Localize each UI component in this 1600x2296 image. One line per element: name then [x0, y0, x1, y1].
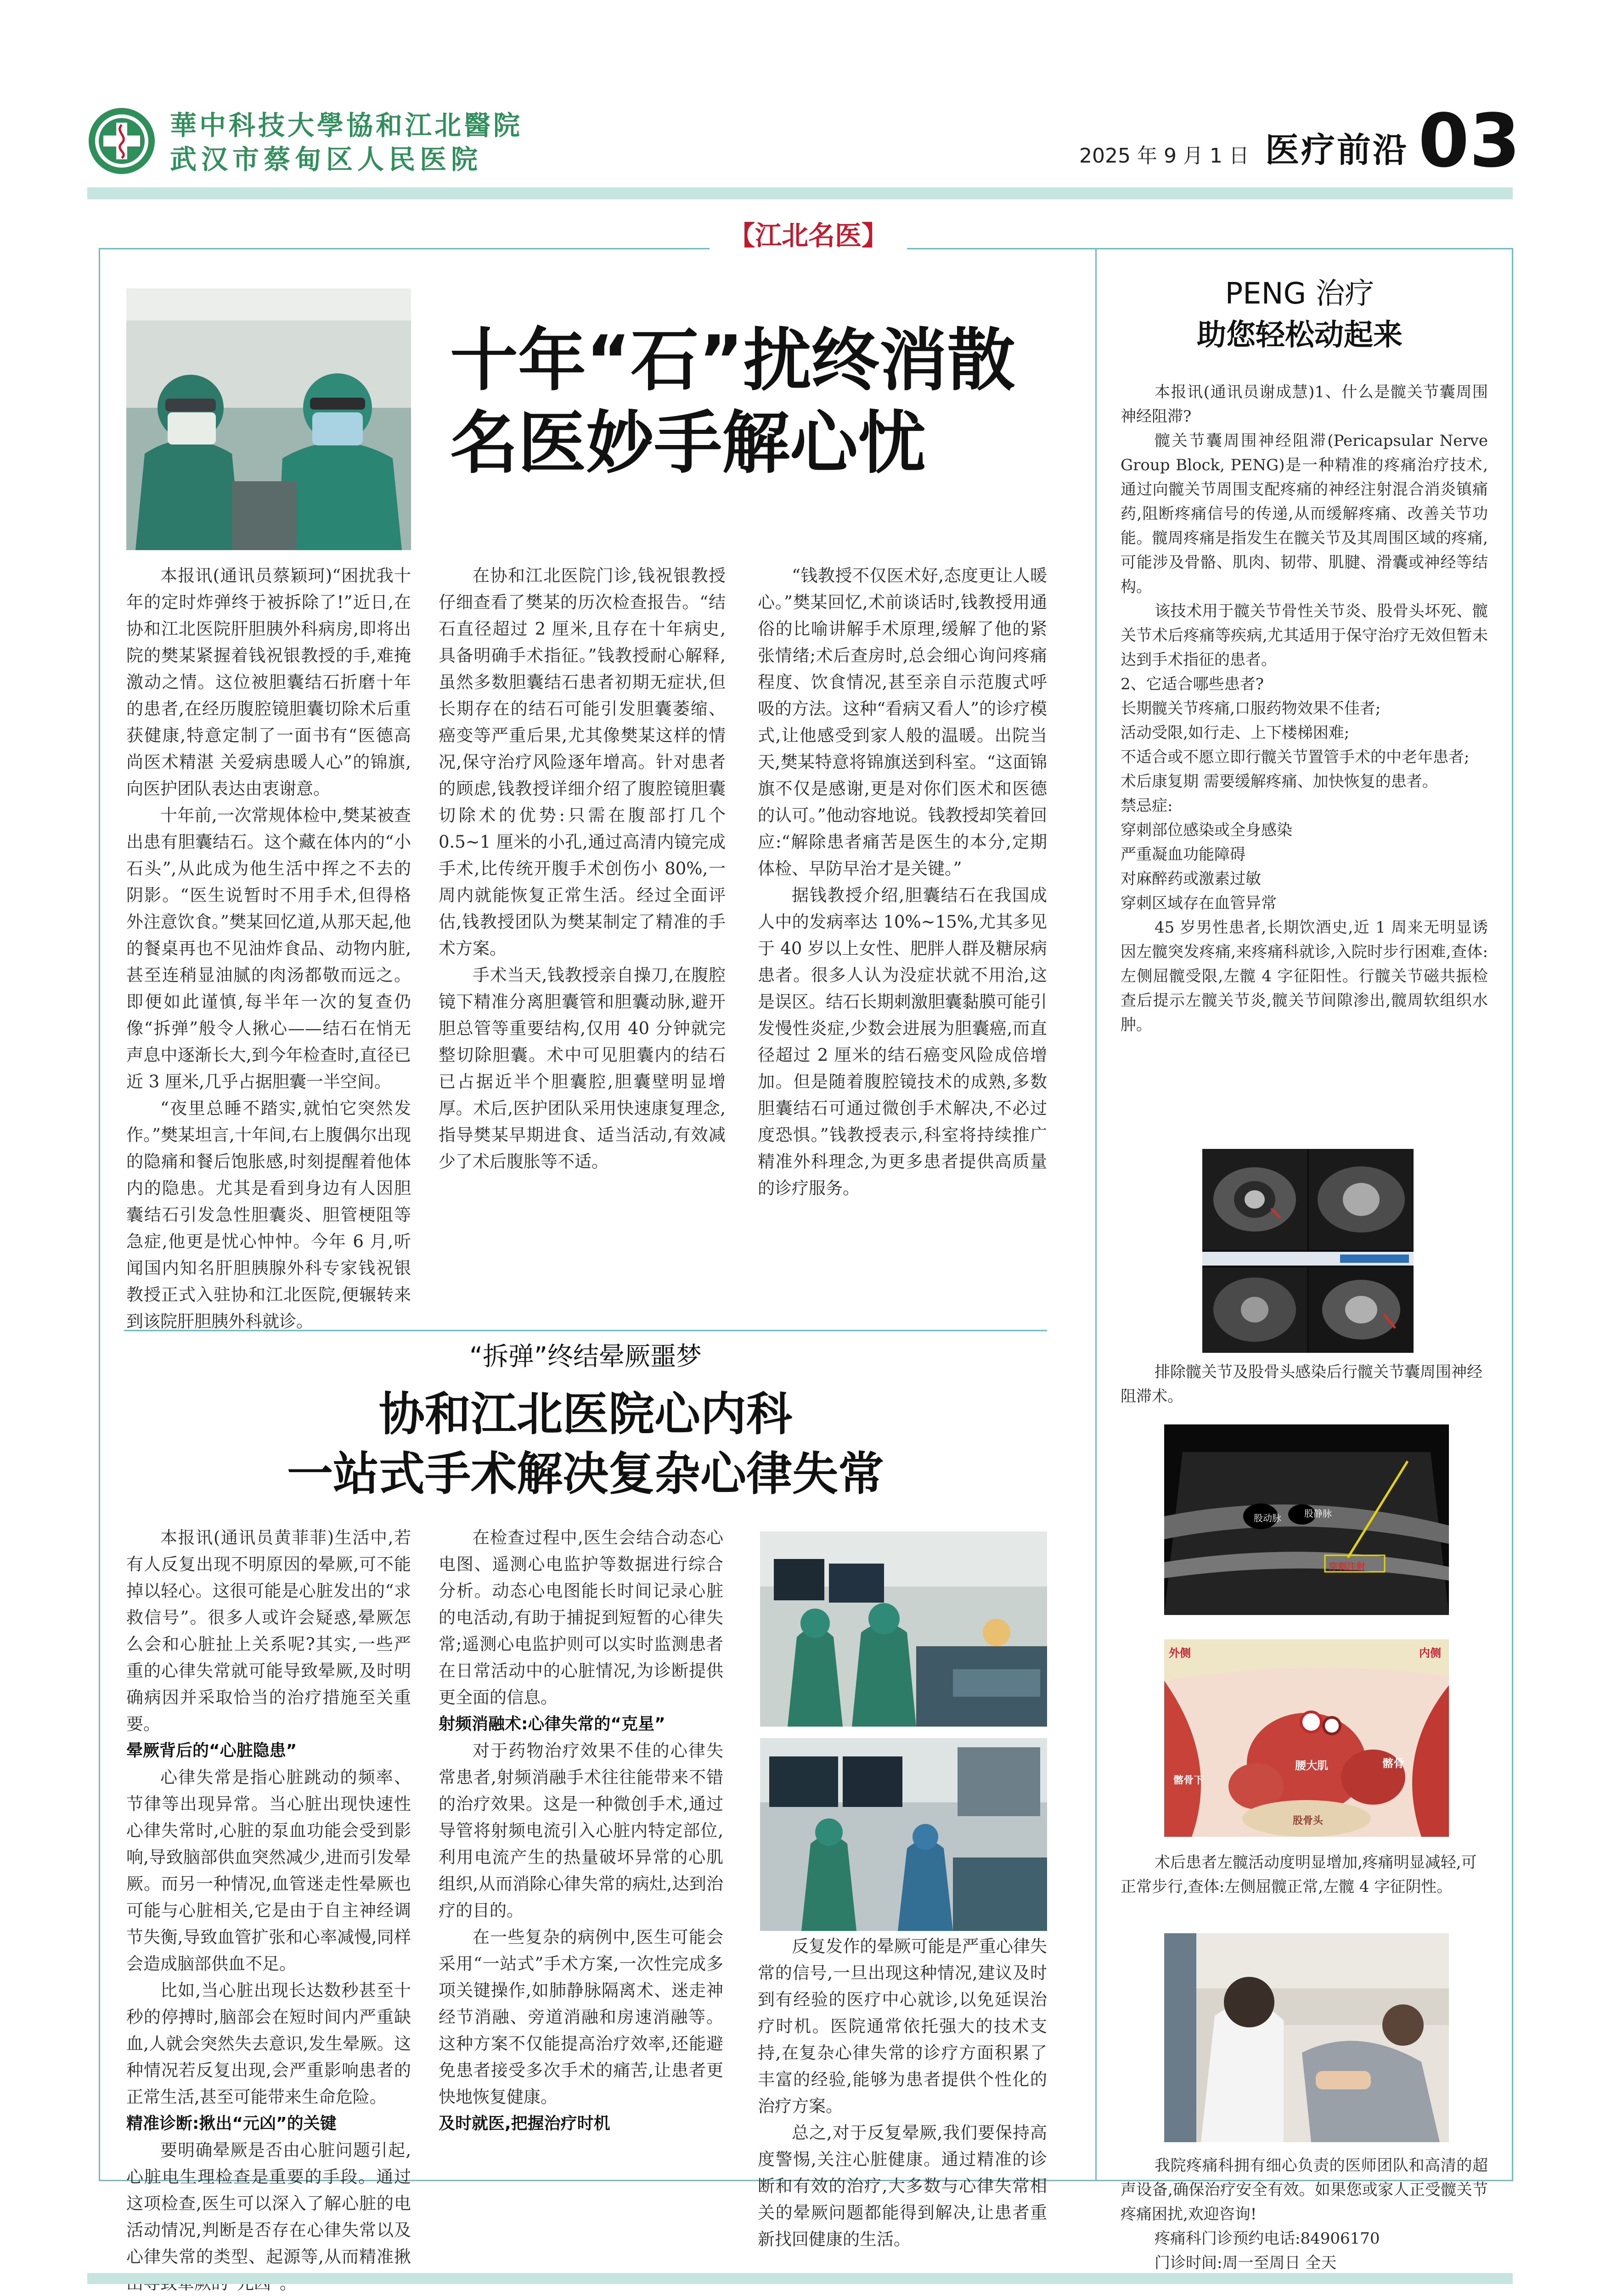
- peng-title-line2: 助您轻松动起来: [1197, 318, 1403, 352]
- peng-intro: [1121, 380, 1488, 1037]
- peng-closing: [1121, 2154, 1488, 2275]
- anatomy-label-lateral: 外侧: [1169, 1647, 1191, 1660]
- peng-title-line1: PENG 治疗: [1225, 277, 1375, 311]
- peng-list-8: 严重凝血功能障碍: [1121, 845, 1245, 864]
- us-label-target: 穿刺注射: [1329, 1561, 1365, 1572]
- peng-list-10: 穿刺区域存在血管异常: [1121, 894, 1277, 912]
- peng-hours: 门诊时间:周一至周日 全天: [1155, 2254, 1337, 2272]
- ultrasound-image: [1164, 1424, 1449, 1615]
- story1-para-3: “夜里总睡不踏实,就怕它突然发作。”樊某坦言,十年间,右上腹偶尔出现的隐痛和餐后饱胀感,时刻提醒着他体内的隐患。尤其是看到身边有人因胆囊结石引发急性胆囊炎、胆管梗阻等急症,他更是忧心忡忡。今年 6 月,听闻国内知名肝胆胰腺外科专家钱祝银教授正式入驻协和江北医院,便辗转来到该院肝胆胰外科就诊。: [126, 1098, 411, 1331]
- anatomy-label-ilium: 髂骨: [1382, 1757, 1404, 1770]
- mri-caption: 排除髋关节及股骨头感染后行髋关节囊周围神经阻滞术。: [1121, 1363, 1482, 1406]
- peng-para-3: 该技术用于髋关节骨性关节炎、股骨头坏死、髋关节术后疼痛等疾病,尤其适用于保守治疗无效但暂未达到手术指征的患者。: [1121, 602, 1488, 669]
- story2-c1-heading-1: 晕厥背后的“心脏隐患”: [126, 1741, 297, 1760]
- us-label-vein: 股静脉: [1304, 1508, 1332, 1519]
- story1-col3: [758, 563, 1047, 1306]
- frame-top-right: [907, 248, 1513, 249]
- us-label-artery: 股动脉: [1254, 1513, 1281, 1524]
- story1-title-line2: 名医妙手解心忧: [450, 404, 926, 483]
- hospital-logo: [87, 107, 156, 175]
- story2-c3-para-1: 反复发作的晕厥可能是严重心律失常的信号,一旦出现这种情况,建议及时到有经验的医疗中心就诊,以免延误治疗时机。医院通常依托强大的技术支持,在复杂心律失常的诊疗方面积累了丰富的经验,能够为患者提供个性化的治疗方案。: [758, 1936, 1047, 2116]
- story2-c2-para-1: 在检查过程中,医生会结合动态心电图、遥测心电监护等数据进行综合分析。动态心电图能长时间记录心脏的电活动,有助于捕捉到短暂的心律失常;遥测心电监护则可以实时监测患者在日常活动中的心脏情况,为诊断提供更全面的信息。: [439, 1528, 723, 1707]
- peng-closing-para: 我院疼痛科拥有细心负责的医师团队和高清的超声设备,确保治疗安全有效。如果您或家人正受髋关节疼痛困扰,欢迎咨询!: [1121, 2156, 1488, 2223]
- story1-para-4: 在协和江北医院门诊,钱祝银教授仔细查看了樊某的历次检查报告。“结石直径超过 2 厘米,且存在十年病史,具备明确手术指征。”钱教授耐心解释,虽然多数胆囊结石患者初期无症状,但长期存在的结石可能引发胆囊萎缩、癌变等严重后果,尤其像樊某这样的情况,保守治疗风险逐年增高。针对患者的顾虑,钱教授详细介绍了腹腔镜胆囊切除术的优势:只需在腹部打几个 0.5~1 厘米的小孔,通过高清内镜完成手术,比传统开腹手术创伤小 80%,一周内就能恢复正常生活。经过全面评估,钱教授团队为樊某制定了精准的手术方案。: [439, 566, 726, 958]
- story2-c1-para-1: 本报讯(通讯员黄菲菲)生活中,若有人反复出现不明原因的晕厥,可不能掉以轻心。这很可能是心脏发出的“求救信号”。很多人或许会疑惑,晕厥怎么会和心脏扯上关系呢?其实,一些严重的心律失常就可能导致晕厥,及时明确病因并采取恰当的治疗措施至关重要。: [126, 1528, 411, 1734]
- bottom-color-bar: [87, 2273, 1513, 2284]
- anatomy-diagram: [1164, 1639, 1449, 1837]
- peng-list-6: 禁忌症:: [1121, 797, 1173, 815]
- story1-col1: [126, 563, 411, 1331]
- story2-c1-heading-2: 精准诊断:揪出“元凶”的关键: [126, 2114, 337, 2133]
- peng-list-1: 2、它适合哪些患者?: [1121, 675, 1264, 693]
- top-color-bar: [87, 187, 1513, 199]
- cath-lab-photo-1: [760, 1531, 1047, 1727]
- mri-image: [1202, 1149, 1414, 1353]
- issue-date: 2025 年 9 月 1 日: [1079, 144, 1249, 168]
- story1-para-1: 本报讯(通讯员蔡颖珂)“困扰我十年的定时炸弹终于被拆除了!”近日,在协和江北医院肝胆胰外科病房,即将出院的樊某紧握着钱祝银教授的手,难掩激动之情。这位被胆囊结石折磨十年的患者,在经历腹腔镜胆囊切除术后重获健康,特意定制了一面书有“医德高尚医术精湛 关爱病患暖人心”的锦旗,向医护团队表达由衷谢意。: [126, 566, 411, 799]
- peng-para-2: 髋关节囊周围神经阻滞(Pericapsular Nerve Group Block, PENG)是一种精准的疼痛治疗技术,通过向髋关节周围支配疼痛的神经注射混合消炎镇痛药,阻断疼痛信号的传递,从而缓解疼痛、改善关节功能。髋周疼痛是指发生在髋关节及其周围区域的疼痛,可能涉及骨骼、肌肉、韧带、肌腱、滑囊或神经等结构。: [1121, 432, 1488, 596]
- anatomy-label-medial: 内侧: [1419, 1647, 1441, 1660]
- hospital-name-line1: 華中科技大學協和江北醫院: [170, 110, 523, 141]
- story2-col3: [758, 1933, 1047, 2249]
- surgeons-photo: [126, 288, 411, 550]
- anatomy-label-femoral-head: 股骨头: [1293, 1815, 1324, 1827]
- treatment-photo: [1164, 1933, 1449, 2142]
- peng-list-9: 对麻醉药或激素过敏: [1121, 870, 1261, 888]
- story2-c3-para-2: 总之,对于反复晕厥,我们要保持高度警惕,关注心脏健康。通过精准的诊断和有效的治疗,大多数与心律失常相关的晕厥问题都能得到解决,让患者重新找回健康的生活。: [758, 2123, 1047, 2249]
- peng-para-1: 本报讯(通讯员谢成慧)1、什么是髋关节囊周围神经阻滞?: [1121, 383, 1488, 426]
- peng-list-3: 活动受限,如行走、上下楼梯困难;: [1121, 724, 1350, 742]
- peng-list-4: 不适合或不愿立即行髋关节置管手术的中老年患者;: [1121, 748, 1470, 766]
- story2-c1-para-4: 要明确晕厥是否由心脏问题引起,心脏电生理检查是重要的手段。通过这项检查,医生可以深入了解心脏的电活动情况,判断是否存在心律失常以及心律失常的类型、起源等,从而精准揪: [126, 2140, 411, 2267]
- story2-title-line1: 协和江北医院心内科: [379, 1387, 792, 1441]
- peng-list-7: 穿刺部位感染或全身感染: [1121, 821, 1292, 839]
- story2-c1-para-2: 心律失常是指心脏跳动的频率、节律等出现异常。当心脏出现快速性心律失常时,心脏的泵血功能会受到影响,导致脑部供血突然减少,进而引发晕厥。而另一种情况,血管迷走性晕厥也可能与心脏相关,它是由于自主神经调节失衡,导致血管扩张和心率减慢,同样会造成脑部供血不足。: [126, 1767, 411, 1974]
- story2-c2-para-3: 在一些复杂的病例中,医生可能会采用“一站式”手术方案,一次性完成多项关键操作,如肺静脉隔离术、迷走神经节消融、旁道消融和房速消融等。这种方案不仅能提高治疗效率,还能避免患者接受多次手术的痛苦,让患者更快地恢复健康。: [439, 1927, 723, 2107]
- cath-lab-photo-2: [760, 1738, 1047, 1931]
- column-tag: 【江北名医】: [728, 220, 888, 251]
- story1-col2: [439, 563, 726, 1306]
- peng-list-2: 长期髋关节疼痛,口服药物效果不佳者;: [1121, 699, 1381, 718]
- anatomy-label-ilium-lower: 髂骨下: [1173, 1775, 1204, 1786]
- page-number: 03: [1418, 98, 1521, 184]
- section-name: 医疗前沿: [1265, 130, 1408, 170]
- story2-c1-para-3: 比如,当心脏出现长达数秒甚至十秒的停搏时,脑部会在短时间内严重缺血,人就会突然失去意识,发生晕厥。这种情况若反复出现,会严重影响患者的正常生活,甚至可能带来生命危险。: [126, 1981, 411, 2107]
- story2-col1: [126, 1525, 411, 2267]
- hospital-name-line2: 武汉市蔡甸区人民医院: [170, 144, 483, 175]
- story1-para-5: 手术当天,钱教授亲自操刀,在腹腔镜下精准分离胆囊管和胆囊动脉,避开胆总管等重要结构,仅用 40 分钟就完整切除胆囊。术中可见胆囊内的结石已占据近半个胆囊腔,胆囊壁明显增厚。术后,医护团队采用快速康复理念,指导樊某早期进食、适当活动,有效减少了术后腹胀等不适。: [439, 965, 726, 1171]
- story2-c2-heading-1: 射频消融术:心律失常的“克星”: [439, 1715, 665, 1733]
- story2-col2: [439, 1525, 723, 2245]
- story1-para-7: 据钱教授介绍,胆囊结石在我国成人中的发病率达 10%~15%,尤其多见于 40 岁以上女性、肥胖人群及糖尿病患者。很多人认为没症状就不用治,这是误区。结石长期刺激胆囊黏膜可能引发慢性炎症,少数会进展为胆囊癌,而直径超过 2 厘米的结石癌变风险成倍增加。但是随着腹腔镜技术的成熟,多数胆囊结石可通过微创手术解决,不必过度恐惧。”钱教授表示,科室将持续推广精准外科理念,为更多患者提供高质量的诊疗服务。: [758, 885, 1047, 1198]
- peng-phone: 疼痛科门诊预约电话:84906170: [1155, 2229, 1380, 2248]
- after-caption: 术后患者左髋活动度明显增加,疼痛明显减轻,可正常步行,查体:左侧屈髋正常,左髋 4 字征阴性。: [1121, 1853, 1477, 1896]
- anatomy-label-psoas: 腰大肌: [1295, 1759, 1328, 1772]
- story2-c2-heading-2: 及时就医,把握治疗时机: [439, 2114, 610, 2133]
- story1-title-line1: 十年“石”扰终消散: [450, 321, 1015, 400]
- story2-kicker: “拆弹”终结晕厥噩梦: [469, 1342, 702, 1372]
- frame-divider-vertical: [1095, 248, 1097, 2181]
- story1-para-6: “钱教授不仅医术好,态度更让人暖心。”樊某回忆,术前谈话时,钱教授用通俗的比喻讲解手术原理,缓解了他的紧张情绪;术后查房时,总会细心询问疼痛程度、饮食情况,甚至亲自示范腹式呼吸的方法。这种“看病又看人”的诊疗模式,让他感受到家人般的温暖。出院当天,樊某特意将锦旗送到科室。“这面锦旗不仅是感谢,更是对你们医术和医德的认可。”他动容地说。钱教授却笑着回应:“解除患者痛苦是医生的本分,定期体检、早防早治才是关键。”: [758, 566, 1047, 878]
- peng-list-5: 术后康复期 需要缓解疼痛、加快恢复的患者。: [1121, 772, 1438, 791]
- frame-top-left: [99, 248, 710, 249]
- story2-c2-para-2: 对于药物治疗效果不佳的心律失常患者,射频消融手术往往能带来不错的治疗效果。这是一种微创手术,通过导管将射频电流引入心脏内特定部位,利用电流产生的热量破坏异常的心肌组织,从而消除心律失常的病灶,达到治疗的目的。: [439, 1741, 723, 1920]
- story1-para-2: 十年前,一次常规体检中,樊某被查出患有胆囊结石。这个藏在体内的“小石头”,从此成为他生活中挥之不去的阴影。“医生说暂时不用手术,但得格外注意饮食。”樊某回忆道,从那天起,他的餐桌再也不见油炸食品、动物内脏,甚至连稍显油腻的肉汤都敬而远之。即便如此谨慎,每半年一次的复查仍像“拆弹”般令人揪心——结石在悄无声息中逐渐长大,到今年检查时,直径已近 3 厘米,几乎占据胆囊一半空间。: [126, 805, 411, 1092]
- peng-case: 45 岁男性患者,长期饮酒史,近 1 周来无明显诱因左髋突发疼痛,来疼痛科就诊,入院时步行困难,查体:左侧屈髋受限,左髋 4 字征阳性。行髋关节磁共振检查后提示左髋关节炎,髋关节间隙渗出,髋周软组织水肿。: [1121, 918, 1488, 1034]
- story2-title-line2: 一站式手术解决复杂心律失常: [287, 1447, 884, 1501]
